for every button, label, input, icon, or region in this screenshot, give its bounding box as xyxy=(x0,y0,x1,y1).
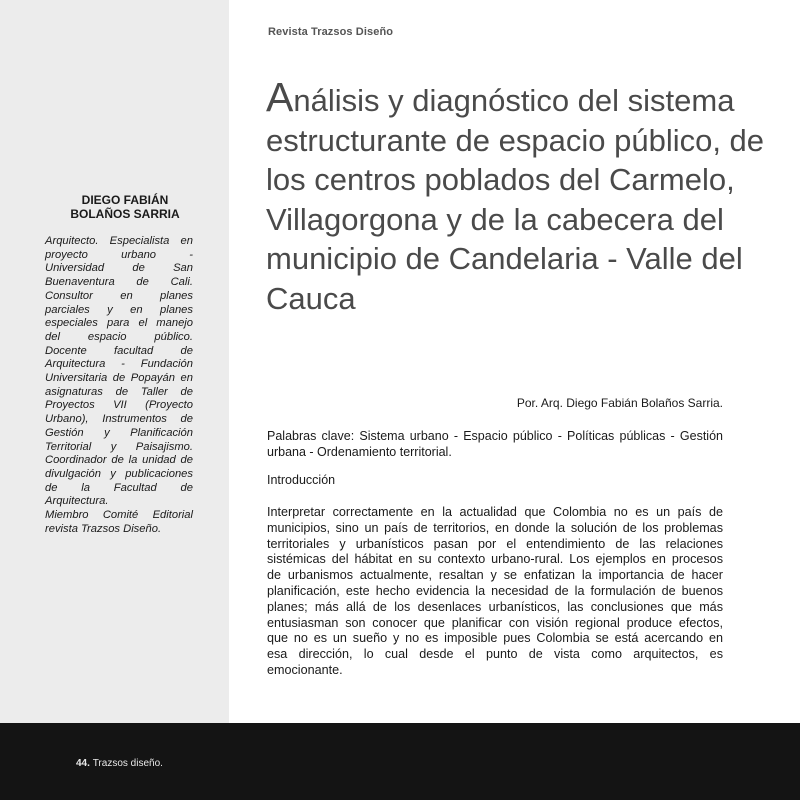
bio-line: Arquitectura. xyxy=(45,495,109,508)
bio-line: Buenaventura de Cali. xyxy=(45,276,193,289)
bio-line: divulgación y publicaciones xyxy=(45,467,193,480)
intro-line: que no es un sueño y no es imposible pues Colombia se está acercando en xyxy=(267,631,723,646)
intro-line: emocionante. xyxy=(267,662,343,677)
intro-line: planificación, este hecho evidencia la necesidad de la formulación de buenos xyxy=(267,583,723,598)
intro-line: territoriales y urbanísticos pasan por el entendimiento de las relaciones xyxy=(267,536,723,551)
bio-line: Gestión y Planificación xyxy=(45,426,193,439)
introduction-paragraph xyxy=(267,505,723,679)
author-name-line: BOLAÑOS SARRIA xyxy=(70,207,180,221)
author-name xyxy=(48,193,202,221)
intro-line: municipios, sino un país de territorios, en donde la solución de los problemas xyxy=(267,520,723,535)
bio-line: Urbano), Instrumentos de xyxy=(45,413,193,426)
bio-line: asignaturas de Taller de xyxy=(45,385,193,398)
bio-line: parciales y en planes xyxy=(45,303,193,316)
page-number-value: 44. xyxy=(76,758,90,769)
article-byline: Por. Arq. Diego Fabián Bolaños Sarria. xyxy=(516,396,723,410)
keywords: Palabras clave: Sistema urbano - Espacio público - Políticas públicas - Gestión urbana - Ordenamiento territorial. xyxy=(267,429,723,459)
bio-line: del espacio público. xyxy=(45,330,193,343)
bio-line: Miembro Comité Editorial xyxy=(45,509,193,522)
intro-line: planes; más allá de los desenlaces urbanísticos, las conclusiones que más xyxy=(267,599,723,614)
bio-line: Universitaria de Popayán en xyxy=(45,372,193,385)
bio-line: Universidad de San xyxy=(45,262,193,275)
author-sidebar xyxy=(0,0,229,723)
title-text: nálisis y diagnóstico del sistema estructurante de espacio público, de los centros poblados del Carmelo, Villagorgona y de la cabecera del municipio de Candelaria - Valle del Cauca xyxy=(266,83,765,316)
footer-journal-name: Trazsos diseño. xyxy=(92,758,163,769)
journal-header: Revista Trazsos Diseño xyxy=(268,26,394,38)
bio-line: Territorial y Paisajismo. xyxy=(45,440,193,453)
bio-line: Arquitectura - Fundación xyxy=(45,358,193,371)
bio-line: Arquitecto. Especialista en xyxy=(45,235,193,247)
bio-line: Consultor en planes xyxy=(45,289,193,302)
bio-line: de la Facultad de xyxy=(45,481,193,494)
intro-line: Interpretar correctamente en la actualidad que Colombia no es un país de xyxy=(267,505,723,519)
article-title xyxy=(266,74,786,318)
page-number xyxy=(76,758,163,769)
author-bio xyxy=(45,235,193,536)
bio-line: proyecto urbano - xyxy=(45,248,193,261)
bio-line: revista Trazsos Diseño. xyxy=(45,522,162,535)
bio-line: Coordinador de la unidad de xyxy=(45,454,193,467)
bio-line: Docente facultad de xyxy=(45,344,193,357)
intro-line: entusiasman son conocer que planificar con visión regional produce efectos, xyxy=(267,615,723,630)
section-heading-introduccion: Introducción xyxy=(267,473,336,487)
author-name-line: DIEGO FABIÁN xyxy=(81,193,169,207)
bio-line: Proyectos VII (Proyecto xyxy=(45,399,193,412)
title-drop-initial: A xyxy=(266,74,294,120)
intro-line: de urbanismos actualmente, resaltan y se enfatizan la importancia de hacer xyxy=(267,568,723,583)
intro-line: esa dirección, lo cual desde el punto de vista como arquitectos, es xyxy=(267,647,723,662)
bio-line: especiales para el manejo xyxy=(45,317,193,330)
intro-line: sistémicas del hábitat en su contexto urbano-rural. Los ejemplos en procesos xyxy=(267,552,723,567)
